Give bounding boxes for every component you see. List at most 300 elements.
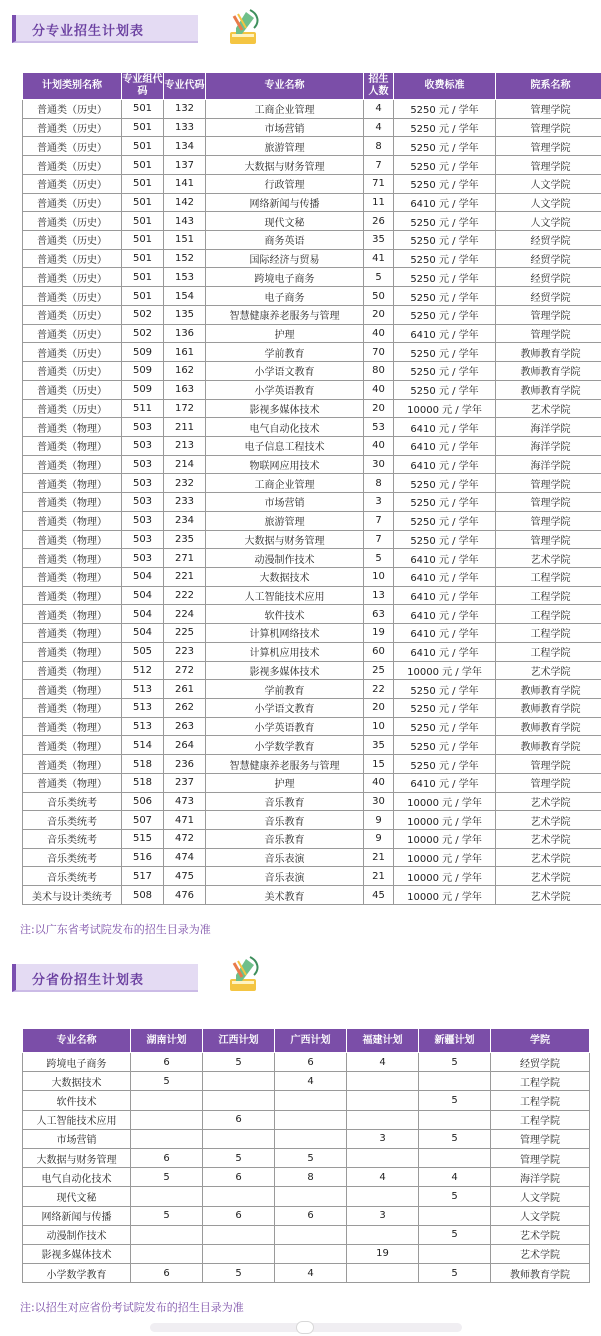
table-cell: 5250 元 / 学年 [394, 156, 496, 175]
table-row [23, 193, 601, 212]
table-cell: 5250 元 / 学年 [394, 362, 496, 381]
table-cell: 501 [122, 249, 164, 268]
table-cell: 7 [364, 511, 394, 530]
table-cell [275, 1110, 347, 1129]
table-cell: 10000 元 / 学年 [394, 811, 496, 830]
table-cell: 工程学院 [491, 1110, 590, 1129]
table-cell: 136 [164, 324, 206, 343]
table-cell: 5250 元 / 学年 [394, 137, 496, 156]
table-cell: 501 [122, 100, 164, 119]
table-cell: 7 [364, 156, 394, 175]
column-header: 专业组代码 [122, 73, 164, 100]
table-cell: 普通类（物理） [23, 436, 122, 455]
table-cell: 151 [164, 231, 206, 250]
table-cell: 工程学院 [496, 624, 601, 643]
table-cell: 501 [122, 231, 164, 250]
table-row [23, 231, 601, 250]
table-cell: 5250 元 / 学年 [394, 530, 496, 549]
table-cell: 20 [364, 305, 394, 324]
table-cell: 管理学院 [496, 100, 601, 119]
table-cell [131, 1187, 203, 1206]
table-cell: 3 [364, 493, 394, 512]
table-row [23, 811, 601, 830]
table-cell: 4 [347, 1168, 419, 1187]
table-cell [203, 1072, 275, 1091]
table-cell: 5 [203, 1264, 275, 1283]
table-row [23, 1168, 590, 1187]
table-cell: 电子商务 [206, 287, 364, 306]
table-cell: 教师教育学院 [496, 699, 601, 718]
table-cell: 音乐表演 [206, 867, 364, 886]
table-cell: 504 [122, 567, 164, 586]
table-cell [347, 1110, 419, 1129]
table-cell: 237 [164, 773, 206, 792]
table-row [23, 1206, 590, 1225]
table-cell: 音乐教育 [206, 830, 364, 849]
table-cell: 513 [122, 699, 164, 718]
table-cell: 473 [164, 792, 206, 811]
table-row [23, 249, 601, 268]
table-cell: 5 [364, 268, 394, 287]
table-cell: 计算机应用技术 [206, 642, 364, 661]
section-title: 分省份招生计划表 [32, 973, 145, 988]
table-cell: 271 [164, 549, 206, 568]
table-cell: 普通类（物理） [23, 567, 122, 586]
table-cell: 6 [203, 1206, 275, 1225]
table-cell: 教师教育学院 [496, 717, 601, 736]
table-cell: 504 [122, 586, 164, 605]
table-cell [203, 1244, 275, 1263]
table-cell: 507 [122, 811, 164, 830]
table-cell: 艺术学院 [496, 886, 601, 905]
table-cell: 5 [203, 1148, 275, 1167]
table-cell: 10 [364, 567, 394, 586]
table-cell: 普通类（历史） [23, 305, 122, 324]
table-cell: 224 [164, 605, 206, 624]
table-cell: 大数据与财务管理 [23, 1148, 131, 1167]
table-cell: 45 [364, 886, 394, 905]
table-row [23, 830, 601, 849]
table-cell: 护理 [206, 773, 364, 792]
table-cell: 6410 元 / 学年 [394, 605, 496, 624]
table-cell: 476 [164, 886, 206, 905]
table-cell: 6 [275, 1053, 347, 1072]
table-cell: 管理学院 [496, 156, 601, 175]
table-row [23, 436, 601, 455]
table-cell: 262 [164, 699, 206, 718]
table-cell: 普通类（历史） [23, 100, 122, 119]
table-cell: 艺术学院 [496, 661, 601, 680]
table-cell: 152 [164, 249, 206, 268]
table-cell: 502 [122, 305, 164, 324]
table-cell: 教师教育学院 [496, 736, 601, 755]
table-cell: 5 [419, 1187, 491, 1206]
table-cell: 6410 元 / 学年 [394, 324, 496, 343]
table-cell: 市场营销 [23, 1129, 131, 1148]
table-cell: 小学语文教育 [206, 362, 364, 381]
table-cell: 6 [131, 1053, 203, 1072]
table-row [23, 100, 601, 119]
table-cell: 工程学院 [491, 1072, 590, 1091]
table-cell: 6410 元 / 学年 [394, 624, 496, 643]
table-cell: 普通类（物理） [23, 418, 122, 437]
table-cell: 5250 元 / 学年 [394, 511, 496, 530]
table-row [23, 399, 601, 418]
table-cell: 大数据技术 [23, 1072, 131, 1091]
table-cell: 10000 元 / 学年 [394, 792, 496, 811]
table-row [23, 567, 601, 586]
table-cell: 旅游管理 [206, 511, 364, 530]
table-cell: 513 [122, 717, 164, 736]
table-cell: 电子信息工程技术 [206, 436, 364, 455]
table-cell: 普通类（物理） [23, 586, 122, 605]
table-row [23, 1244, 590, 1263]
table-cell: 15 [364, 755, 394, 774]
table-cell [347, 1148, 419, 1167]
table-cell [203, 1225, 275, 1244]
table-cell: 小学语文教育 [206, 699, 364, 718]
table-row [23, 680, 601, 699]
table-row [23, 586, 601, 605]
table-cell: 141 [164, 174, 206, 193]
table-row [23, 287, 601, 306]
table-cell: 艺术学院 [496, 830, 601, 849]
section-header-major-plan [12, 15, 198, 43]
table-row [23, 549, 601, 568]
table-row [23, 1110, 590, 1129]
table-row [23, 174, 601, 193]
table-cell: 133 [164, 118, 206, 137]
table-cell: 普通类（物理） [23, 474, 122, 493]
table-cell: 6 [203, 1168, 275, 1187]
table-cell: 普通类（物理） [23, 736, 122, 755]
footnote-guangdong: 注:以广东省考试院发布的招生目录为准 [20, 923, 211, 936]
table-cell: 5250 元 / 学年 [394, 268, 496, 287]
table-cell: 小学英语教育 [206, 717, 364, 736]
table-cell: 8 [364, 137, 394, 156]
table-cell: 5 [203, 1053, 275, 1072]
table-cell: 国际经济与贸易 [206, 249, 364, 268]
table-cell: 163 [164, 380, 206, 399]
table-cell: 5 [131, 1168, 203, 1187]
table-cell: 电气自动化技术 [206, 418, 364, 437]
table-cell: 264 [164, 736, 206, 755]
table-cell: 商务英语 [206, 231, 364, 250]
table-cell: 普通类（历史） [23, 380, 122, 399]
column-header: 专业名称 [23, 1029, 131, 1053]
table-cell: 音乐教育 [206, 792, 364, 811]
table-cell: 管理学院 [496, 773, 601, 792]
table-cell: 普通类（物理） [23, 680, 122, 699]
table-cell: 272 [164, 661, 206, 680]
table-cell: 474 [164, 848, 206, 867]
table-cell: 动漫制作技术 [23, 1225, 131, 1244]
table-cell: 514 [122, 736, 164, 755]
table-header-row [23, 73, 601, 100]
table-cell: 137 [164, 156, 206, 175]
table-cell: 4 [347, 1053, 419, 1072]
table-cell: 现代文秘 [206, 212, 364, 231]
table-cell: 5250 元 / 学年 [394, 118, 496, 137]
table-cell: 10000 元 / 学年 [394, 867, 496, 886]
table-cell: 5250 元 / 学年 [394, 699, 496, 718]
table-cell: 225 [164, 624, 206, 643]
table-cell: 普通类（历史） [23, 362, 122, 381]
table-cell: 50 [364, 287, 394, 306]
table-cell: 10000 元 / 学年 [394, 830, 496, 849]
column-header: 收费标准 [394, 73, 496, 100]
table-cell: 154 [164, 287, 206, 306]
table-cell: 6410 元 / 学年 [394, 586, 496, 605]
column-header: 院系名称 [496, 73, 601, 100]
table-row [23, 661, 601, 680]
table-row [23, 455, 601, 474]
table-cell: 6410 元 / 学年 [394, 642, 496, 661]
scrollbar-thumb[interactable] [296, 1321, 314, 1334]
table-cell: 506 [122, 792, 164, 811]
table-cell: 4 [419, 1168, 491, 1187]
table-cell [347, 1225, 419, 1244]
table-cell: 5250 元 / 学年 [394, 287, 496, 306]
table-cell: 6410 元 / 学年 [394, 436, 496, 455]
table-cell: 213 [164, 436, 206, 455]
table-cell: 网络新闻与传播 [23, 1206, 131, 1225]
table-cell: 计算机网络技术 [206, 624, 364, 643]
table-cell: 502 [122, 324, 164, 343]
table-cell: 工程学院 [491, 1091, 590, 1110]
table-cell: 222 [164, 586, 206, 605]
table-cell: 6 [275, 1206, 347, 1225]
table-cell: 142 [164, 193, 206, 212]
table-cell [347, 1091, 419, 1110]
table-cell: 艺术学院 [496, 792, 601, 811]
table-cell: 20 [364, 399, 394, 418]
table-cell: 235 [164, 530, 206, 549]
table-cell: 普通类（物理） [23, 773, 122, 792]
table-row [23, 324, 601, 343]
table-cell: 503 [122, 493, 164, 512]
table-cell: 4 [364, 118, 394, 137]
table-cell [275, 1244, 347, 1263]
table-cell [275, 1091, 347, 1110]
table-cell: 普通类（物理） [23, 605, 122, 624]
table-cell: 普通类（物理） [23, 549, 122, 568]
table-cell: 501 [122, 137, 164, 156]
table-cell: 经贸学院 [491, 1053, 590, 1072]
table-header-row [23, 1029, 590, 1053]
table-cell [203, 1187, 275, 1206]
table-cell: 511 [122, 399, 164, 418]
table-cell: 管理学院 [491, 1129, 590, 1148]
table-cell: 5 [275, 1148, 347, 1167]
column-header: 江西计划 [203, 1029, 275, 1053]
table-cell: 504 [122, 605, 164, 624]
table-row [23, 380, 601, 399]
table-cell: 小学英语教育 [206, 380, 364, 399]
table-cell: 经贸学院 [496, 268, 601, 287]
table-cell: 471 [164, 811, 206, 830]
table-cell [131, 1244, 203, 1263]
table-cell: 172 [164, 399, 206, 418]
table-cell: 普通类（历史） [23, 231, 122, 250]
table-row [23, 605, 601, 624]
table-cell: 5 [419, 1053, 491, 1072]
column-header: 福建计划 [347, 1029, 419, 1053]
table-cell: 普通类（历史） [23, 249, 122, 268]
table-cell [419, 1110, 491, 1129]
table-cell: 教师教育学院 [496, 680, 601, 699]
column-header: 招生人数 [364, 73, 394, 100]
table-row [23, 867, 601, 886]
table-cell: 普通类（物理） [23, 530, 122, 549]
table-cell: 网络新闻与传播 [206, 193, 364, 212]
table-row [23, 1187, 590, 1206]
footnote-province: 注:以招生对应省份考试院发布的招生目录为准 [20, 1301, 244, 1314]
table-cell [347, 1187, 419, 1206]
table-cell: 6410 元 / 学年 [394, 549, 496, 568]
table-cell: 音乐表演 [206, 848, 364, 867]
table-cell: 3 [347, 1206, 419, 1225]
table-cell: 501 [122, 174, 164, 193]
table-cell: 大数据与财务管理 [206, 530, 364, 549]
table-cell: 9 [364, 830, 394, 849]
table-cell: 普通类（物理） [23, 493, 122, 512]
table-cell: 501 [122, 156, 164, 175]
table-cell: 472 [164, 830, 206, 849]
table-cell: 普通类（物理） [23, 755, 122, 774]
table-row [23, 511, 601, 530]
column-header: 专业名称 [206, 73, 364, 100]
table-cell: 6410 元 / 学年 [394, 455, 496, 474]
table-cell: 普通类（物理） [23, 699, 122, 718]
table-cell: 艺术学院 [491, 1225, 590, 1244]
table-cell: 19 [364, 624, 394, 643]
table-cell: 影视多媒体技术 [23, 1244, 131, 1263]
table-cell: 5250 元 / 学年 [394, 249, 496, 268]
table-cell: 135 [164, 305, 206, 324]
table-cell: 艺术学院 [496, 867, 601, 886]
table-cell: 艺术学院 [491, 1244, 590, 1263]
table-cell: 普通类（物理） [23, 717, 122, 736]
table-cell: 504 [122, 624, 164, 643]
table-row [23, 493, 601, 512]
table-cell: 人文学院 [491, 1206, 590, 1225]
table-cell: 509 [122, 362, 164, 381]
table-cell: 小学数学教育 [23, 1264, 131, 1283]
table-cell: 71 [364, 174, 394, 193]
table-cell [131, 1225, 203, 1244]
table-cell: 人文学院 [496, 212, 601, 231]
table-cell: 21 [364, 848, 394, 867]
table-row [23, 156, 601, 175]
column-header: 广西计划 [275, 1029, 347, 1053]
column-header: 学院 [491, 1029, 590, 1053]
table-cell: 40 [364, 324, 394, 343]
table-cell: 41 [364, 249, 394, 268]
table-row [23, 736, 601, 755]
table-row [23, 699, 601, 718]
table-cell: 音乐类统考 [23, 811, 122, 830]
table-cell: 5250 元 / 学年 [394, 755, 496, 774]
table-cell [419, 1244, 491, 1263]
table-cell [275, 1129, 347, 1148]
table-cell: 6 [131, 1264, 203, 1283]
table-cell: 小学数学教育 [206, 736, 364, 755]
province-plan-table [22, 1028, 590, 1283]
table-cell: 艺术学院 [496, 399, 601, 418]
table-cell: 工程学院 [496, 586, 601, 605]
table-cell: 艺术学院 [496, 549, 601, 568]
section-header-province-plan [12, 964, 198, 992]
table-cell: 普通类（历史） [23, 118, 122, 137]
table-cell: 475 [164, 867, 206, 886]
table-cell: 人文学院 [491, 1187, 590, 1206]
table-cell [419, 1148, 491, 1167]
table-cell: 学前教育 [206, 680, 364, 699]
table-cell: 海洋学院 [496, 455, 601, 474]
table-cell: 10000 元 / 学年 [394, 886, 496, 905]
table-cell: 护理 [206, 324, 364, 343]
table-row [23, 717, 601, 736]
table-cell: 5 [419, 1129, 491, 1148]
table-cell: 503 [122, 549, 164, 568]
table-cell: 10000 元 / 学年 [394, 399, 496, 418]
table-row [23, 268, 601, 287]
table-cell: 10000 元 / 学年 [394, 848, 496, 867]
pencil-book-decoration-icon [224, 8, 264, 48]
table-row [23, 530, 601, 549]
table-row [23, 1072, 590, 1091]
column-header: 新疆计划 [419, 1029, 491, 1053]
table-row [23, 773, 601, 792]
table-cell: 影视多媒体技术 [206, 399, 364, 418]
table-cell [275, 1187, 347, 1206]
table-cell: 经贸学院 [496, 249, 601, 268]
table-cell: 8 [275, 1168, 347, 1187]
table-cell: 236 [164, 755, 206, 774]
table-cell: 普通类（物理） [23, 624, 122, 643]
table-cell: 音乐类统考 [23, 792, 122, 811]
table-cell: 143 [164, 212, 206, 231]
table-row [23, 343, 601, 362]
table-cell: 人文学院 [496, 193, 601, 212]
table-cell: 大数据技术 [206, 567, 364, 586]
table-cell: 电气自动化技术 [23, 1168, 131, 1187]
table-cell: 艺术学院 [496, 848, 601, 867]
table-row [23, 1264, 590, 1283]
table-cell [419, 1072, 491, 1091]
table-cell: 214 [164, 455, 206, 474]
table-cell: 经贸学院 [496, 287, 601, 306]
table-cell: 5250 元 / 学年 [394, 174, 496, 193]
table-cell: 5250 元 / 学年 [394, 736, 496, 755]
table-cell [275, 1225, 347, 1244]
table-cell: 音乐教育 [206, 811, 364, 830]
table-cell: 经贸学院 [496, 231, 601, 250]
table-cell: 普通类（物理） [23, 642, 122, 661]
table-row [23, 362, 601, 381]
table-cell: 7 [364, 530, 394, 549]
table-cell: 4 [275, 1264, 347, 1283]
table-cell: 旅游管理 [206, 137, 364, 156]
table-cell: 263 [164, 717, 206, 736]
table-cell: 管理学院 [496, 493, 601, 512]
table-cell: 海洋学院 [496, 436, 601, 455]
table-cell: 503 [122, 511, 164, 530]
table-cell: 5250 元 / 学年 [394, 474, 496, 493]
table-cell: 现代文秘 [23, 1187, 131, 1206]
table-cell [203, 1129, 275, 1148]
